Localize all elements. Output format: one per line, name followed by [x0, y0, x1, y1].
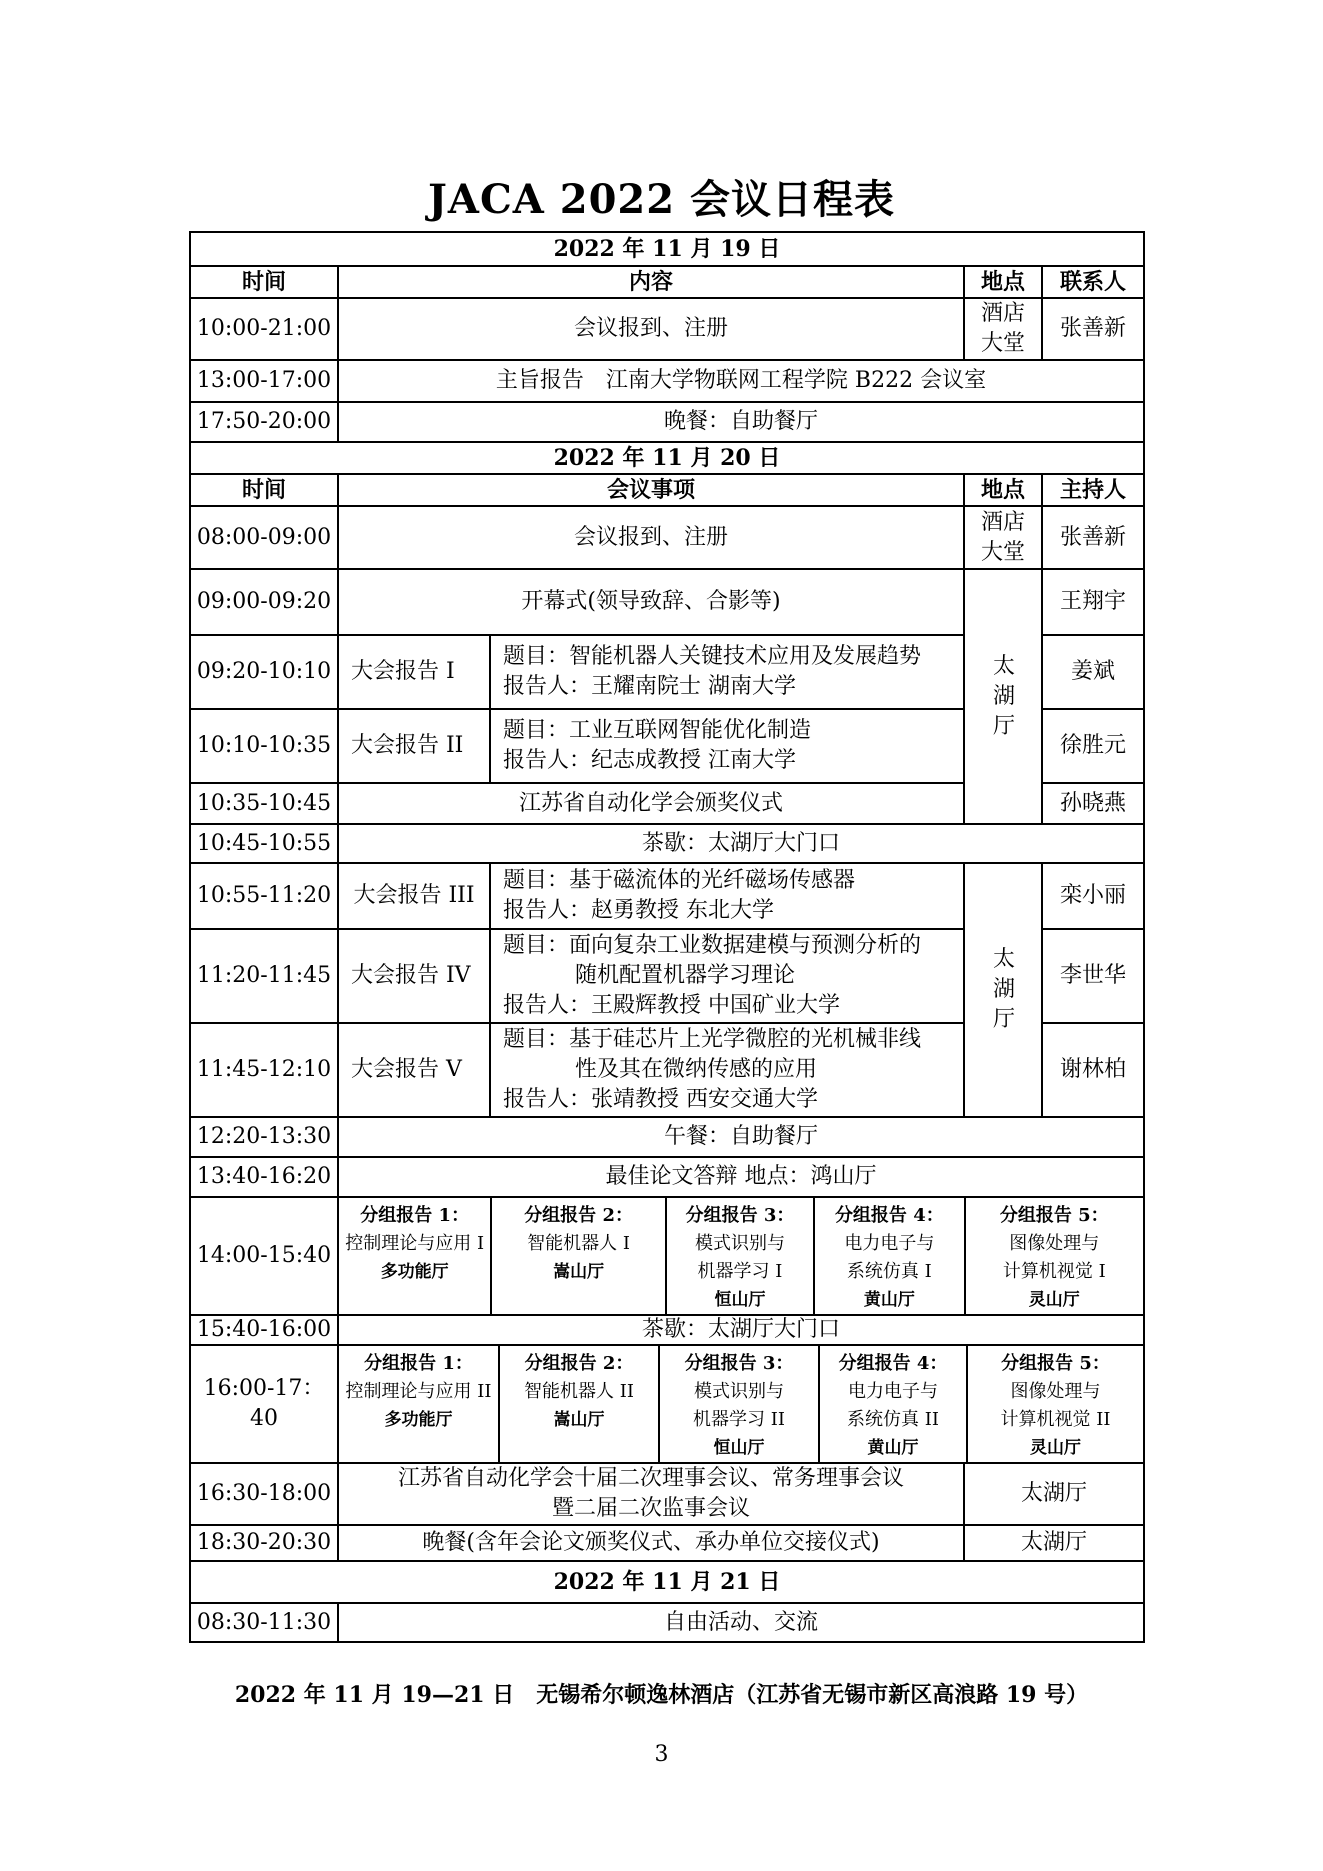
group-topic-2: 系统仿真 I — [846, 1261, 932, 1282]
plenary-name: 大会报告 V — [338, 1023, 490, 1117]
time-cell: 09:00-09:20 — [190, 569, 338, 635]
group-title: 分组报告 2： — [524, 1353, 634, 1374]
venue-footer: 2022 年 11 月 19—21 日 无锡希尔顿逸林酒店（江苏省无锡市新区高浪路 19 号） — [234, 1682, 1089, 1708]
header-contact: 联系人 — [1042, 266, 1144, 298]
page-number: 3 — [654, 1742, 669, 1767]
header-time: 时间 — [190, 266, 338, 298]
time-cell: 10:10-10:35 — [190, 709, 338, 783]
group-topic: 模式识别与 — [694, 1381, 784, 1402]
time-cell: 11:20-11:45 — [190, 929, 338, 1023]
group-topic-2: 机器学习 II — [693, 1409, 785, 1430]
place-cell: 太湖厅 — [964, 1525, 1144, 1561]
group-title: 分组报告 2： — [524, 1205, 633, 1226]
content-cell — [338, 1463, 964, 1525]
group-cell — [339, 1346, 499, 1462]
content-cell: 开幕式(领导致辞、合影等) — [338, 569, 964, 635]
group-topic: 控制理论与应用 II — [345, 1381, 492, 1402]
content-cell: 茶歇：太湖厅大门口 — [338, 1315, 1144, 1345]
plenary-detail — [490, 635, 964, 709]
group-topic: 智能机器人 II — [524, 1381, 634, 1402]
plenary-speaker: 报告人：纪志成教授 江南大学 — [503, 748, 796, 773]
group-cell — [339, 1198, 491, 1314]
group-cell — [814, 1198, 964, 1314]
group-title: 分组报告 4： — [834, 1205, 944, 1226]
person-cell: 孙晓燕 — [1042, 783, 1144, 824]
schedule-table — [189, 231, 1145, 1643]
group-topic: 电力电子与 — [844, 1233, 935, 1254]
date-row-day1: 2022 年 11 月 19 日 — [190, 232, 1144, 266]
group-cell — [499, 1346, 659, 1462]
hall-label: 太 湖 厅 — [993, 653, 1016, 739]
group-topic: 智能机器人 I — [527, 1233, 630, 1254]
session-groups — [338, 1197, 1144, 1315]
group-room: 黄山厅 — [867, 1438, 919, 1458]
plenary-speaker: 报告人：王殿辉教授 中国矿业大学 — [503, 993, 840, 1018]
group-title: 分组报告 3： — [684, 1353, 794, 1374]
content-cell: 自由活动、交流 — [338, 1603, 1144, 1642]
plenary-detail — [490, 929, 964, 1023]
group-title: 分组报告 1： — [360, 1205, 470, 1226]
content-cell: 晚餐：自助餐厅 — [338, 402, 1144, 442]
session-groups-grid — [339, 1198, 1143, 1314]
content-cell: 午餐：自助餐厅 — [338, 1117, 1144, 1157]
content-cell: 会议报到、注册 — [338, 506, 964, 569]
content-cell: 会议报到、注册 — [338, 298, 964, 360]
session-groups-grid — [339, 1346, 1143, 1462]
person-cell: 王翔宇 — [1042, 569, 1144, 635]
group-title: 分组报告 1： — [364, 1353, 473, 1374]
group-room: 嵩山厅 — [553, 1262, 605, 1282]
time-cell: 15:40-16:00 — [190, 1315, 338, 1345]
time-cell: 10:35-10:45 — [190, 783, 338, 824]
plenary-topic: 题目：面向复杂工业数据建模与预测分析的 — [503, 933, 922, 958]
time-cell: 16:30-18:00 — [190, 1463, 338, 1525]
plenary-topic: 题目：工业互联网智能优化制造 — [503, 718, 812, 743]
person-cell: 徐胜元 — [1042, 709, 1144, 783]
plenary-speaker: 报告人：张靖教授 西安交通大学 — [503, 1087, 818, 1112]
session-groups — [338, 1345, 1144, 1463]
time-cell: 12:20-13:30 — [190, 1117, 338, 1157]
place-cell: 酒店 大堂 — [964, 298, 1042, 360]
time-cell: 18:30-20:30 — [190, 1525, 338, 1561]
plenary-name: 大会报告 II — [338, 709, 490, 783]
group-title: 分组报告 4： — [838, 1353, 948, 1374]
page-title: JACA 2022 会议日程表 — [427, 176, 895, 223]
time-cell: 11:45-12:10 — [190, 1023, 338, 1117]
group-cell — [659, 1346, 819, 1462]
date-row-day3: 2022 年 11 月 21 日 — [190, 1561, 1144, 1603]
group-room: 灵山厅 — [1028, 1290, 1080, 1310]
header-place: 地点 — [964, 266, 1042, 298]
group-topic: 控制理论与应用 I — [345, 1233, 485, 1254]
plenary-detail — [490, 863, 964, 929]
group-title: 分组报告 5： — [999, 1205, 1109, 1226]
group-topic: 电力电子与 — [848, 1381, 938, 1402]
council-line-1: 江苏省自动化学会十届二次理事会议、常务理事会议 — [397, 1466, 904, 1491]
plenary-speaker: 报告人：赵勇教授 东北大学 — [503, 898, 774, 923]
group-room: 恒山厅 — [714, 1290, 766, 1310]
group-room: 嵩山厅 — [553, 1410, 605, 1430]
plenary-topic-cont: 性及其在微纳传感的应用 — [575, 1057, 818, 1082]
header-place: 地点 — [964, 474, 1042, 506]
header-host: 主持人 — [1042, 474, 1144, 506]
plenary-topic: 题目：基于磁流体的光纤磁场传感器 — [503, 868, 856, 893]
date-row-day2: 2022 年 11 月 20 日 — [190, 442, 1144, 474]
time-cell: 08:00-09:00 — [190, 506, 338, 569]
header-time: 时间 — [190, 474, 338, 506]
person-cell: 张善新 — [1042, 298, 1144, 360]
hall-label: 太 湖 厅 — [993, 947, 1016, 1032]
group-room: 黄山厅 — [863, 1290, 915, 1310]
group-cell — [965, 1198, 1143, 1314]
group-title: 分组报告 5： — [1001, 1353, 1110, 1374]
plenary-detail — [490, 709, 964, 783]
time-cell: 13:00-17:00 — [190, 360, 338, 402]
group-title: 分组报告 3： — [685, 1205, 795, 1226]
group-room: 恒山厅 — [713, 1438, 765, 1458]
plenary-topic: 题目：基于硅芯片上光学微腔的光机械非线 — [503, 1027, 922, 1052]
place-cell-hall-2 — [964, 863, 1042, 1117]
group-topic-2: 计算机视觉 I — [1002, 1261, 1106, 1282]
time-cell: 10:00-21:00 — [190, 298, 338, 360]
time-cell: 08:30-11:30 — [190, 1603, 338, 1642]
group-topic: 图像处理与 — [1009, 1233, 1100, 1254]
group-room: 多功能厅 — [384, 1410, 453, 1430]
group-cell — [666, 1198, 814, 1314]
plenary-speaker: 报告人：王耀南院士 湖南大学 — [503, 674, 796, 699]
content-cell: 茶歇：太湖厅大门口 — [338, 824, 1144, 863]
group-room: 灵山厅 — [1030, 1438, 1081, 1458]
place-cell-hall-1 — [964, 569, 1042, 824]
time-cell: 09:20-10:10 — [190, 635, 338, 709]
header-content: 会议事项 — [338, 474, 964, 506]
content-cell: 晚餐(含年会论文颁奖仪式、承办单位交接仪式) — [338, 1525, 964, 1561]
group-cell — [967, 1346, 1143, 1462]
person-cell: 李世华 — [1042, 929, 1144, 1023]
content-cell: 主旨报告 江南大学物联网工程学院 B222 会议室 — [338, 360, 1144, 402]
time-cell: 17:50-20:00 — [190, 402, 338, 442]
group-topic-2: 机器学习 I — [697, 1261, 783, 1282]
person-cell: 谢林柏 — [1042, 1023, 1144, 1117]
plenary-name: 大会报告 IV — [338, 929, 490, 1023]
content-cell: 最佳论文答辩 地点：鸿山厅 — [338, 1157, 1144, 1197]
group-topic-2: 计算机视觉 II — [1000, 1409, 1111, 1430]
time-cell: 14:00-15:40 — [190, 1197, 338, 1315]
plenary-detail — [490, 1023, 964, 1117]
group-room: 多功能厅 — [380, 1262, 449, 1282]
content-cell: 江苏省自动化学会颁奖仪式 — [338, 783, 964, 824]
group-topic-2: 系统仿真 II — [847, 1409, 939, 1430]
person-cell: 张善新 — [1042, 506, 1144, 569]
plenary-topic: 题目：智能机器人关键技术应用及发展趋势 — [503, 644, 922, 669]
group-cell — [491, 1198, 665, 1314]
plenary-name: 大会报告 III — [338, 863, 490, 929]
council-line-2: 暨二届二次监事会议 — [551, 1496, 750, 1521]
time-cell: 10:55-11:20 — [190, 863, 338, 929]
place-cell: 太湖厅 — [964, 1463, 1144, 1525]
person-cell: 栾小丽 — [1042, 863, 1144, 929]
group-topic: 图像处理与 — [1010, 1381, 1101, 1402]
plenary-name: 大会报告 I — [338, 635, 490, 709]
group-cell — [819, 1346, 967, 1462]
plenary-topic-cont: 随机配置机器学习理论 — [575, 963, 796, 988]
header-content: 内容 — [338, 266, 964, 298]
time-cell: 13:40-16:20 — [190, 1157, 338, 1197]
person-cell: 姜斌 — [1042, 635, 1144, 709]
time-cell: 10:45-10:55 — [190, 824, 338, 863]
time-cell: 16:00-17：40 — [190, 1345, 338, 1463]
place-cell: 酒店 大堂 — [964, 506, 1042, 569]
group-topic: 模式识别与 — [694, 1233, 785, 1254]
